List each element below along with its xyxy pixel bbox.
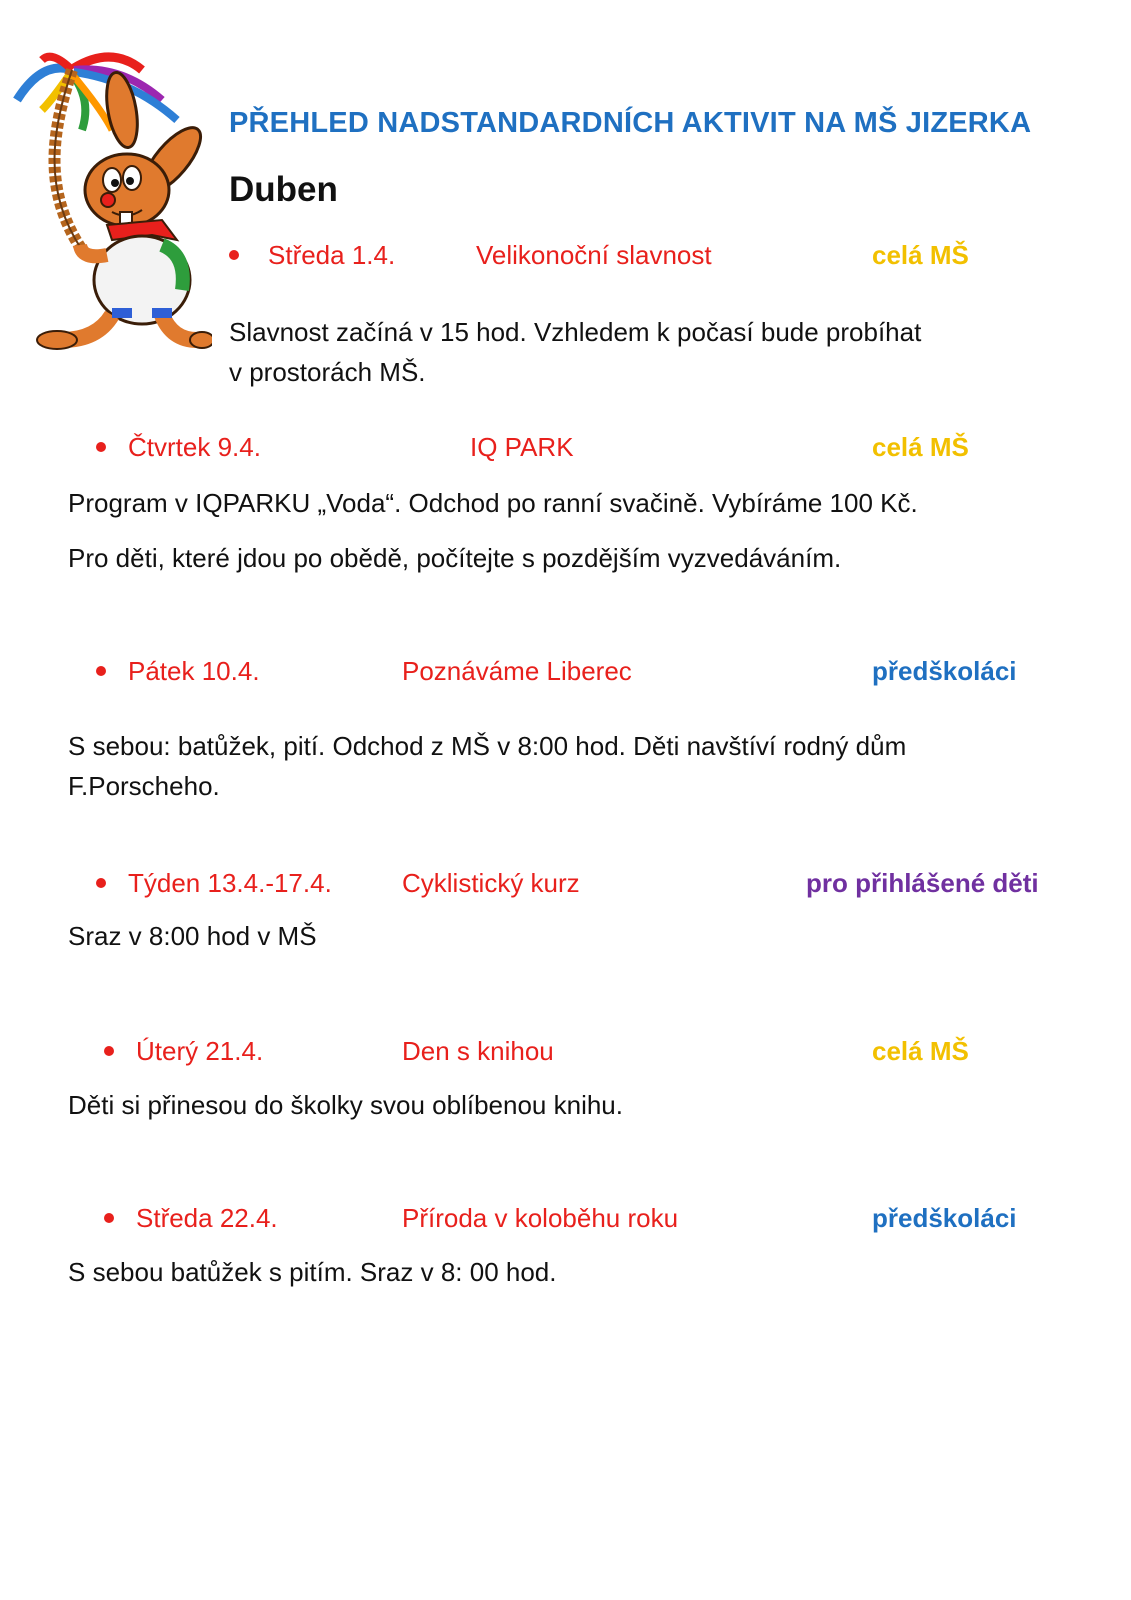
event-name: Poznáváme Liberec bbox=[402, 656, 632, 686]
bullet-icon bbox=[96, 442, 106, 452]
event-audience: celá MŠ bbox=[872, 240, 969, 270]
event-date: Středa 22.4. bbox=[136, 1203, 278, 1233]
event-audience: celá MŠ bbox=[872, 432, 969, 462]
event-date: Čtvrtek 9.4. bbox=[128, 432, 261, 462]
event-name: IQ PARK bbox=[470, 432, 574, 462]
event-date: Pátek 10.4. bbox=[128, 656, 260, 686]
easter-bunny-icon bbox=[12, 40, 212, 360]
month-heading: Duben bbox=[229, 170, 338, 209]
event-name: Den s knihou bbox=[402, 1036, 554, 1066]
bullet-icon bbox=[104, 1046, 114, 1056]
event-description-line: Sraz v 8:00 hod v MŠ bbox=[68, 921, 317, 951]
event-audience: pro přihlášené děti bbox=[806, 868, 1039, 898]
event-description-line: Slavnost začíná v 15 hod. Vzhledem k počasí bude probíhat bbox=[229, 317, 922, 347]
page-title: PŘEHLED NADSTANDARDNÍCH AKTIVIT NA MŠ JIZERKA bbox=[229, 107, 1032, 139]
event-description-line: v prostorách MŠ. bbox=[229, 357, 426, 387]
event-date: Středa 1.4. bbox=[268, 240, 396, 270]
event-description-line: S sebou: batůžek, pití. Odchod z MŠ v 8:00 hod. Děti navštíví rodný dům bbox=[68, 731, 907, 761]
event-name: Velikonoční slavnost bbox=[476, 240, 712, 270]
event-name: Příroda v koloběhu roku bbox=[402, 1203, 679, 1233]
bullet-icon bbox=[104, 1213, 114, 1223]
event-description-line: Program v IQPARKU „Voda“. Odchod po ranní svačině. Vybíráme 100 Kč. bbox=[68, 488, 918, 518]
bullet-icon bbox=[96, 666, 106, 676]
event-date: Týden 13.4.-17.4. bbox=[128, 868, 332, 898]
event-description-line: Pro děti, které jdou po obědě, počítejte s pozdějším vyzvedáváním. bbox=[68, 543, 842, 573]
bullet-icon bbox=[96, 878, 106, 888]
event-name: Cyklistický kurz bbox=[402, 868, 580, 898]
event-description-line: S sebou batůžek s pitím. Sraz v 8: 00 hod. bbox=[68, 1257, 557, 1287]
event-description-line: Děti si přinesou do školky svou oblíbenou knihu. bbox=[68, 1090, 623, 1120]
event-date: Úterý 21.4. bbox=[136, 1036, 264, 1066]
event-audience: celá MŠ bbox=[872, 1036, 969, 1066]
event-audience: předškoláci bbox=[872, 1203, 1017, 1233]
event-audience: předškoláci bbox=[872, 656, 1017, 686]
event-description-line: F.Porscheho. bbox=[68, 771, 220, 801]
bullet-icon bbox=[229, 250, 239, 260]
